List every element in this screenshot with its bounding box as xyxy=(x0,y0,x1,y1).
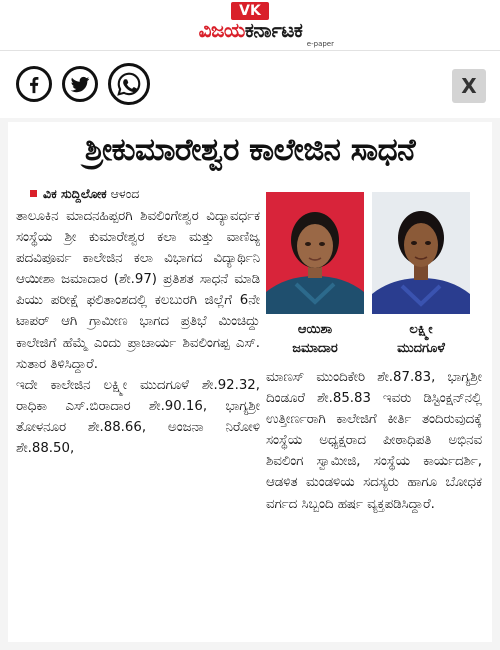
article-headline: ಶ್ರೀಕುಮಾರೇಶ್ವರ ಕಾಲೇಜಿನ ಸಾಧನೆ xyxy=(84,132,416,168)
facebook-share-button[interactable] xyxy=(16,66,52,102)
vijay-karnataka-logo[interactable] xyxy=(163,2,338,46)
caption-line: ಜಮಾದಾರ xyxy=(292,341,338,356)
site-header xyxy=(0,0,500,51)
caption-line: ಲಕ್ಷ್ಮೀ xyxy=(409,322,433,337)
student-photo-lakshmi xyxy=(372,192,470,314)
article-paragraph: ಮಾಣಸ್ ಮುಂದಿಕೇರಿ ಶೇ.87.83, ಭಾಗ್ಯಶ್ರೀ ದಿಂಡೂರೆ ಶೇ.85.83 ಇವರು ಡಿಸ್ಟಿಂಕ್ಷನ್‌ನಲ್ಲಿ ಉತ್ತೀರ್ಣರಾಗಿ ಕಾಲೇಜಿಗೆ ಕೀರ್ತಿ ತಂದಿರುವುದಕ್ಕೆ ಸಂಸ್ಥೆಯ ಅಧ್ಯಕ್ಷರಾದ ಪೀಠಾಧಿಪತಿ ಅಭಿನವ ಶಿವಲಿಂಗ ಸ್ವಾಮೀಜಿ, ಸಂಸ್ಥೆಯ ಕಾರ್ಯದರ್ಶಿ, ಆಡಳಿತ ಮಂಡಳಿಯ ಸದಸ್ಯರು ಹಾಗೂ ಬೋಧಕ ವರ್ಗದ ಸಿಬ್ಬಂದಿ ಹರ್ಷ ವ್ಯಕ್ತಪಡಿಸಿದ್ದಾರೆ. xyxy=(266,370,482,512)
photo-caption-ayisha xyxy=(265,320,365,358)
twitter-icon xyxy=(69,73,91,95)
facebook-icon xyxy=(23,73,45,95)
article-column-1 xyxy=(16,206,260,459)
article-column-2 xyxy=(266,367,482,515)
close-button[interactable]: X xyxy=(452,69,486,103)
article-byline xyxy=(30,186,139,202)
byline-source: ವಿಕ ಸುದ್ದಿಲೋಕ xyxy=(43,186,107,201)
whatsapp-icon xyxy=(115,70,143,98)
article-paragraph: ತಾಲೂಕಿನ ಮಾದನಹಿಪ್ಪರಗಿ ಶಿವಲಿಂಗೇಶ್ವರ ವಿದ್ಯಾವರ್ಧಕ ಸಂಸ್ಥೆಯ ಶ್ರೀ ಕುಮಾರೇಶ್ವರ ಕಲಾ ಮತ್ತು ವಾಣಿಜ್ಯ ಪದವಿಪೂರ್ವ ಕಾಲೇಜಿನ ಕಲಾ ವಿಭಾಗದ ವಿದ್ಯಾರ್ಥಿನಿ ಆಯೀಶಾ ಜಮಾದಾರ (ಶೇ.97) ಪ್ರತಿಶತ ಸಾಧನೆ ಮಾಡಿ ಪಿಯು ಪರೀಕ್ಷೆ ಫಲಿತಾಂಶದಲ್ಲಿ ಕಲಬುರಗಿ ಜಿಲ್ಲೆಗೆ 6ನೇ ಟಾಪರ್ ಆಗಿ ಗ್ರಾಮೀಣ ಭಾಗದ ಪ್ರತಿಭೆ ಮಿಂಚಿದ್ದು ಕಾಲೇಜಿಗೆ ಹೆಮ್ಮೆ ಎಂದು ಪ್ರಾಚಾರ್ಯ ಶಿವಲಿಂಗಪ್ಪ ಎಸ್. ಸುತಾರ ತಿಳಿಸಿದ್ದಾರೆ. xyxy=(16,209,260,372)
share-bar xyxy=(0,58,500,114)
whatsapp-share-button[interactable] xyxy=(108,63,150,105)
photo-caption-lakshmi xyxy=(371,320,471,358)
logo-badge: VK xyxy=(231,2,269,20)
caption-line: ಆಯಿಶಾ xyxy=(297,322,333,337)
student-photo-ayisha xyxy=(266,192,364,314)
twitter-share-button[interactable] xyxy=(62,66,98,102)
article-clipping xyxy=(8,122,492,642)
bullet-square-icon xyxy=(30,190,37,197)
caption-line: ಮುದಗೂಳೆ xyxy=(397,341,445,356)
byline-place: ಆಳಂದ xyxy=(110,186,140,201)
portrait-image xyxy=(372,192,470,314)
portrait-image xyxy=(266,192,364,314)
logo-tag: e-paper xyxy=(306,40,334,48)
logo-part1: ವಿಜಯ xyxy=(198,18,245,42)
logo-wordmark xyxy=(163,18,338,42)
logo-part2: ಕರ್ನಾಟಕ xyxy=(244,18,303,42)
epaper-page xyxy=(0,118,500,650)
article-paragraph: ಇದೇ ಕಾಲೇಜಿನ ಲಕ್ಷ್ಮೀ ಮುದಗೂಳೆ ಶೇ.92.32, ರಾಧಿಕಾ ಎಸ್.ಬಿರಾದಾರ ಶೇ.90.16, ಭಾಗ್ಯಶ್ರೀ ತೋಳನೂರ ಶೇ.88.66, ಅಂಜನಾ ನಿರೋಳಿ ಶೇ.88.50, xyxy=(16,377,260,457)
